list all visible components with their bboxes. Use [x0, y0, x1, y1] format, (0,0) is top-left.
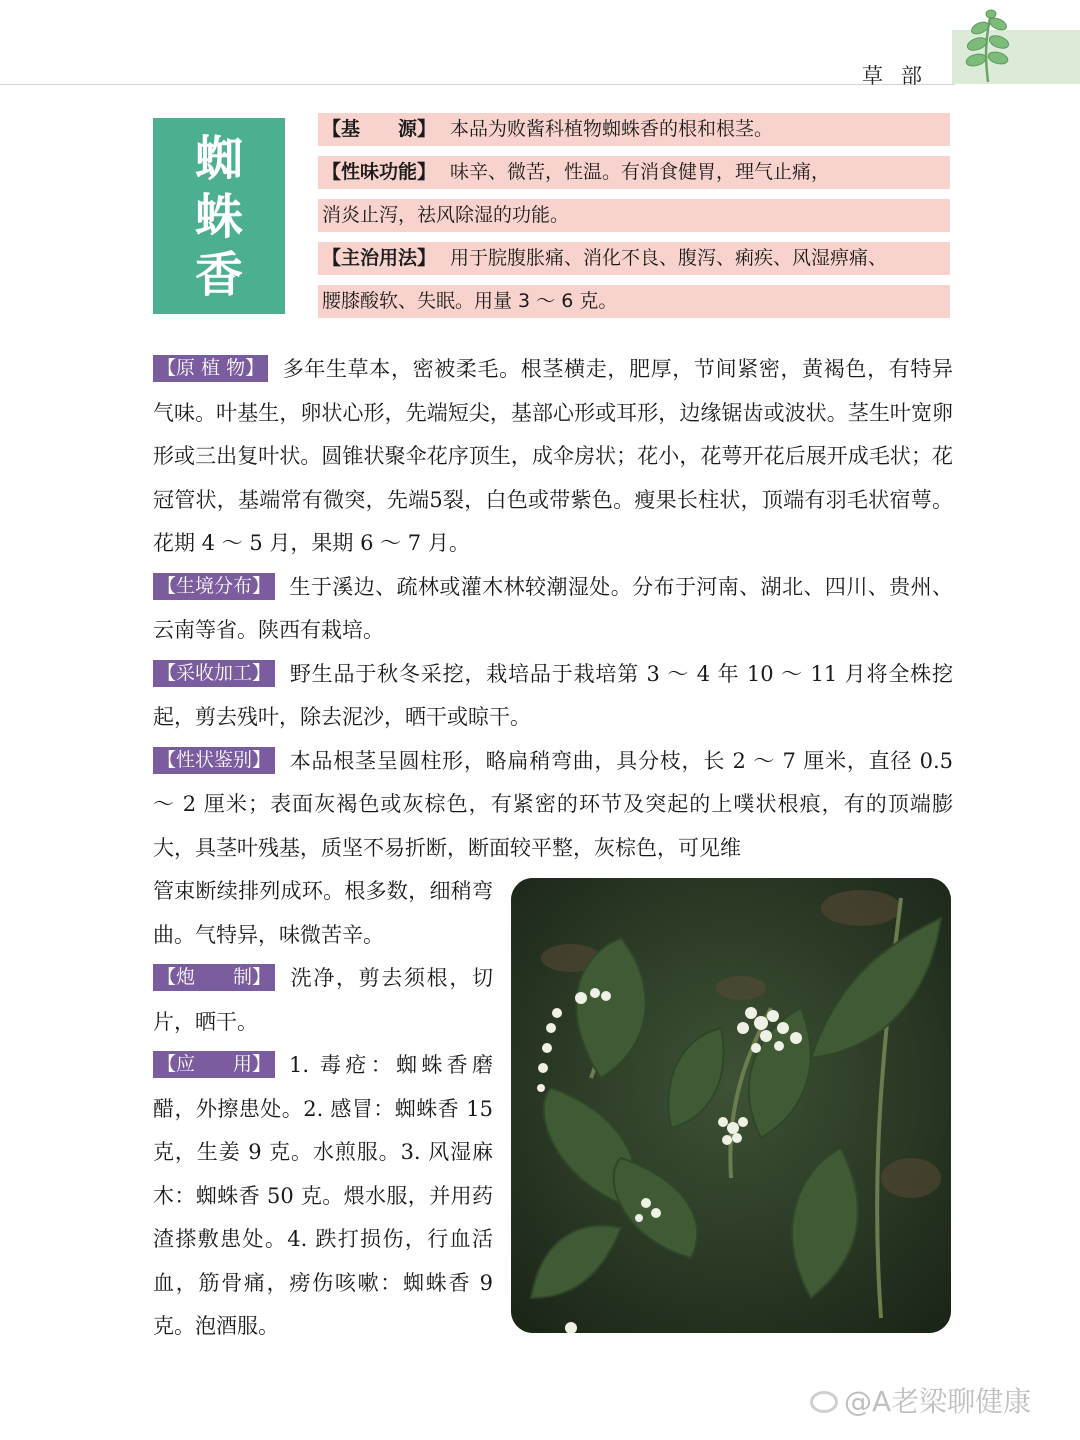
section-tag: 【炮 制】	[153, 964, 275, 991]
section-tag: 【性状鉴别】	[153, 747, 275, 774]
valerian-plant-photo	[511, 878, 951, 1333]
section-label: 草部	[862, 64, 940, 88]
section-tag: 【应 用】	[153, 1051, 275, 1078]
section-text: 野生品于秋冬采挖，栽培品于栽培第 3 ～ 4 年 10 ～ 11 月将全株挖起，剪去残叶，除去泥沙，晒干或晾干。	[153, 661, 953, 729]
plant-illustration	[511, 878, 951, 1333]
header-rule	[0, 84, 955, 85]
section-text: 管束断续排列成环。根多数，细稍弯曲。气特异，味微苦辛。	[153, 879, 493, 947]
summary-line	[318, 113, 950, 146]
section-caishou	[153, 653, 953, 740]
section-tag: 【生境分布】	[153, 573, 275, 600]
section-text: 多年生草本，密被柔毛。根茎横走，肥厚，节间紧密，黄褐色，有特异气味。叶基生，卵状心形，先端短尖，基部心形或耳形，边缘锯齿或波状。茎生叶宽卵形或三出复叶状。圆锥状聚伞花序顶生，成伞房状；花小，花萼开花后展开成毛状；花冠管状，基端常有微突，先端5裂，白色或带紫色。瘦果长柱状，顶端有羽毛状宿萼。花期 4 ～ 5 月，果期 6 ～ 7 月。	[153, 357, 953, 555]
summary-text: 用于脘腹胀痛、消化不良、腹泻、痢疾、风湿痹痛、	[450, 247, 888, 269]
summary-text: 消炎止泻，祛风除湿的功能。	[322, 204, 570, 226]
section-xingzhuang-cont	[153, 870, 493, 957]
herb-title	[153, 118, 285, 314]
summary-line	[318, 199, 950, 232]
section-paozhi	[153, 957, 493, 1044]
summary-text: 本品为败酱科植物蜘蛛香的根和根茎。	[450, 118, 774, 140]
section-text: 1. 毒疮：蜘蛛香磨醋，外擦患处。2. 感冒：蜘蛛香 15 克，生姜 9 克。水煎服。3. 风湿麻木：蜘蛛香 50 克。煨水服，并用药渣搽敷患处。4. 跌打损伤，行血活血，筋骨痛，痨伤咳嗽：蜘蛛香 9 克。泡酒服。	[153, 1053, 493, 1338]
title-char: 香	[194, 247, 243, 303]
herb-sprig-icon	[962, 8, 1012, 84]
section-shengjing	[153, 566, 953, 653]
section-text: 生于溪边、疏林或灌木林较潮湿处。分布于河南、湖北、四川、贵州、云南等省。陕西有栽培。	[153, 574, 953, 642]
summary-info	[318, 113, 950, 328]
title-char: 蜘	[194, 131, 243, 187]
section-yingyong	[153, 1044, 493, 1349]
summary-text: 腰膝酸软、失眠。用量 3 ～ 6 克。	[322, 290, 618, 312]
watermark	[810, 1380, 1031, 1420]
summary-line	[318, 156, 950, 189]
watermark-text: @A老梁聊健康	[844, 1385, 1032, 1418]
section-yuanzhiwu	[153, 348, 953, 566]
section-xingzhuang	[153, 740, 953, 871]
title-char: 蛛	[194, 189, 243, 245]
summary-line	[318, 242, 950, 275]
section-text: 洗净，剪去须根，切片，晒干。	[153, 966, 493, 1034]
summary-line	[318, 285, 950, 318]
section-tag: 【采收加工】	[153, 660, 275, 687]
weibo-logo-icon	[810, 1391, 838, 1413]
summary-tag: 【基 源】	[322, 118, 437, 140]
summary-text: 味辛、微苦，性温。有消食健胃，理气止痛，	[450, 161, 831, 183]
section-text: 本品根茎呈圆柱形，略扁稍弯曲，具分枝，长 2 ～ 7 厘米，直径 0.5 ～ 2 厘米；表面灰褐色或灰棕色，有紧密的环节及突起的上噗状根痕，有的顶端膨大，具茎叶残基，质坚不易折断，断面较平整，灰棕色，可见维	[153, 748, 953, 860]
summary-tag: 【性味功能】	[322, 161, 437, 183]
summary-tag: 【主治用法】	[322, 247, 437, 269]
section-tag: 【原 植 物】	[153, 355, 268, 382]
